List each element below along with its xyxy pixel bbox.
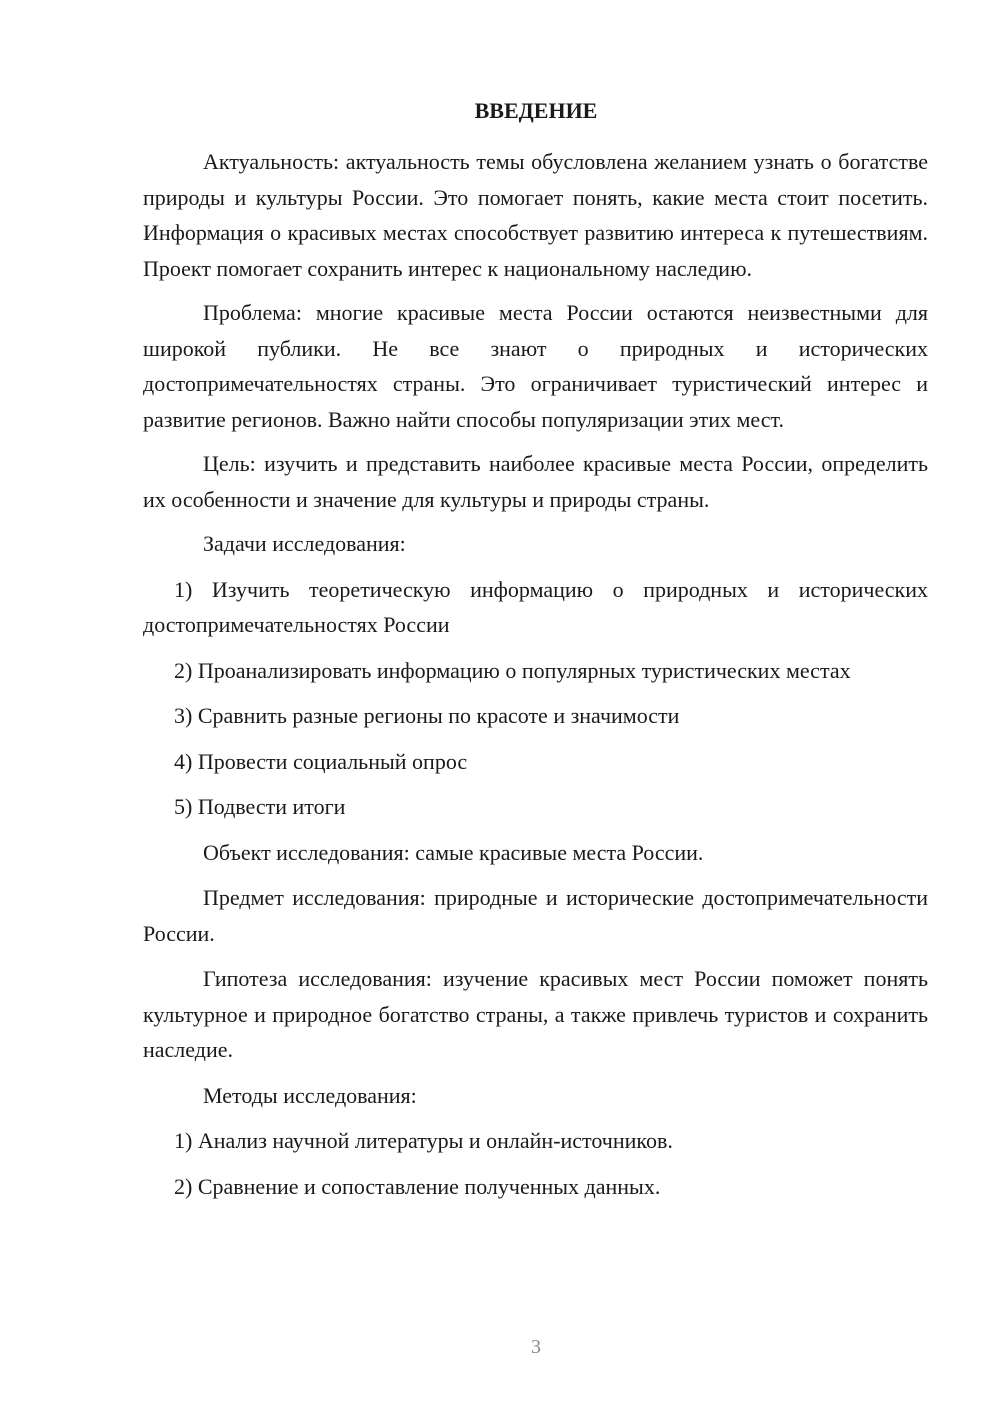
paragraph-tasks-heading: Задачи исследования: bbox=[203, 531, 406, 556]
document-body bbox=[143, 144, 928, 1204]
task-item-1: 1) Изучить теоретическую информацию о природных и исторических достопримечательностях России bbox=[143, 576, 928, 637]
paragraph-methods-heading: Методы исследования: bbox=[203, 1082, 417, 1108]
paragraph-object: Объект исследования: самые красивые места России. bbox=[203, 839, 704, 865]
page-title: ВВЕДЕНИЕ bbox=[474, 98, 598, 123]
paragraph-hypothesis: Гипотеза исследования: изучение красивых мест России поможет понять культурное и природное богатство страны, а также привлечь туристов и сохранить наследие. bbox=[143, 966, 928, 1062]
task-item-5: 5) Подвести итоги bbox=[174, 794, 346, 819]
task-item-4: 4) Провести социальный опрос bbox=[174, 748, 468, 774]
method-item-2: 2) Сравнение и сопоставление полученных данных. bbox=[174, 1173, 661, 1199]
paragraph-subject: Предмет исследования: природные и исторические достопримечательности России. bbox=[143, 885, 928, 946]
paragraph-goal: Цель: изучить и представить наиболее красивые места России, определить их особенности и значение для культуры и природы страны. bbox=[143, 451, 928, 512]
paragraph-relevance: Актуальность: актуальность темы обусловлена желанием узнать о богатстве природы и культуры России. Это помогает понять, какие места стоит посетить. Информация о красивых местах способствует развитию интереса к путешествиям. Проект помогает сохранить интерес к национальному наследию. bbox=[143, 149, 928, 281]
task-item-2: 2) Проанализировать информацию о популярных туристических местах bbox=[174, 657, 851, 683]
task-item-3: 3) Сравнить разные регионы по красоте и значимости bbox=[174, 703, 680, 728]
paragraph-problem: Проблема: многие красивые места России остаются неизвестными для широкой публики. Не все знают о природных и исторических достопримечательностях страны. Это ограничивает туристический интерес и развитие регионов. Важно найти способы популяризации этих мест. bbox=[143, 300, 928, 432]
method-item-1: 1) Анализ научной литературы и онлайн-источников. bbox=[174, 1128, 673, 1153]
page-number: 3 bbox=[531, 1336, 541, 1358]
